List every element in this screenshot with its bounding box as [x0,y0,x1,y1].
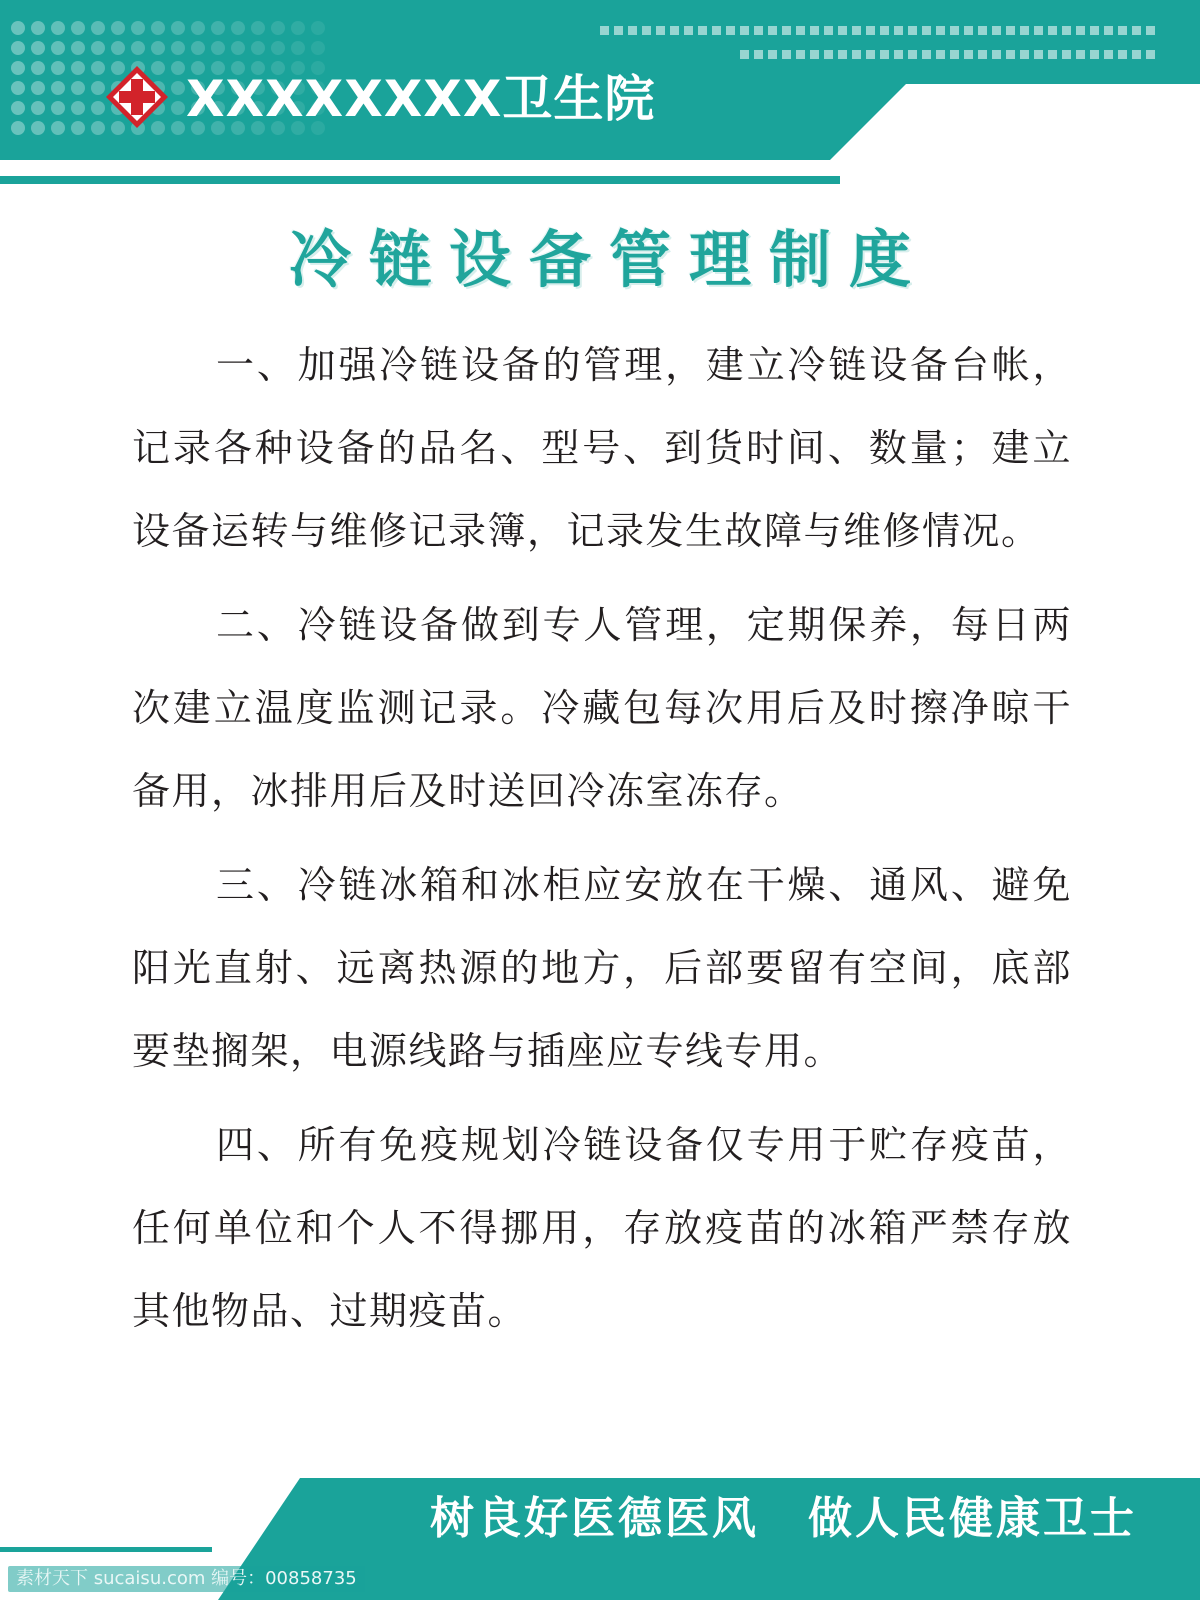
header-dash-pattern [600,26,1160,66]
hospital-name: XXXXXXXX卫生院 [186,70,656,128]
header-underline [0,176,840,184]
paragraph-3: 三、冷链冰箱和冰柜应安放在干燥、通风、避免阳光直射、远离热源的地方，后部要留有空间，底部要垫搁架，电源线路与插座应专线专用。 [132,863,1072,1073]
regulation-body [132,324,1072,1364]
paragraph-2: 二、冷链设备做到专人管理，定期保养，每日两次建立温度监测记录。冷藏包每次用后及时擦净晾干备用，冰排用后及时送回冷冻室冻存。 [132,603,1072,813]
footer-slogan-right: 做人民健康卫士 [808,1493,1137,1544]
footer-accent-line [0,1547,212,1552]
footer-slogan-left: 树良好医德医风 [430,1493,759,1544]
red-cross-icon [104,64,170,130]
paragraph-4: 四、所有免疫规划冷链设备仅专用于贮存疫苗，任何单位和个人不得挪用，存放疫苗的冰箱严禁存放其他物品、过期疫苗。 [132,1123,1072,1333]
watermark: 素材天下 sucaisu.com 编号：00858735 [8,1566,365,1592]
paragraph-1: 一、加强冷链设备的管理，建立冷链设备台帐，记录各种设备的品名、型号、到货时间、数量；建立设备运转与维修记录簿，记录发生故障与维修情况。 [132,343,1072,553]
page-title: 冷链设备管理制度 [288,223,929,296]
